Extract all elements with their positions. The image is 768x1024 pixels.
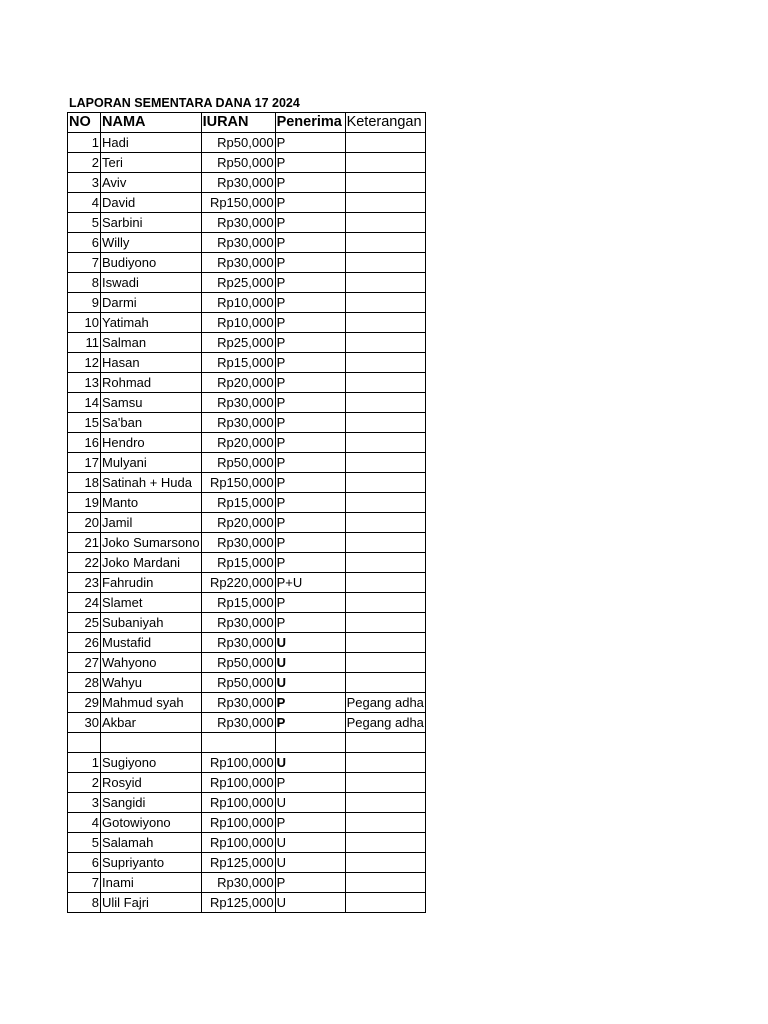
row-recipient: P [275, 493, 345, 513]
row-number: 10 [68, 313, 101, 333]
row-recipient: P [275, 713, 345, 733]
row-dues: Rp30,000 [201, 173, 275, 193]
row-name: Joko Sumarsono [101, 533, 202, 553]
row-note [345, 893, 425, 913]
table-row [68, 133, 426, 153]
table-row [68, 433, 426, 453]
row-number: 14 [68, 393, 101, 413]
row-dues: Rp30,000 [201, 413, 275, 433]
row-number: 29 [68, 693, 101, 713]
table-row [68, 593, 426, 613]
row-number: 13 [68, 373, 101, 393]
row-dues: Rp30,000 [201, 533, 275, 553]
row-recipient: U [275, 833, 345, 853]
row-note [345, 793, 425, 813]
row-number: 19 [68, 493, 101, 513]
row-recipient: P [275, 293, 345, 313]
row-number: 18 [68, 473, 101, 493]
table-row [68, 853, 426, 873]
row-note [345, 733, 425, 753]
row-number: 2 [68, 153, 101, 173]
row-note [345, 193, 425, 213]
row-dues: Rp15,000 [201, 553, 275, 573]
row-dues: Rp30,000 [201, 713, 275, 733]
row-dues: Rp125,000 [201, 893, 275, 913]
row-name: Aviv [101, 173, 202, 193]
row-note [345, 473, 425, 493]
table-row [68, 713, 426, 733]
row-recipient: P [275, 433, 345, 453]
row-note [345, 873, 425, 893]
row-number: 15 [68, 413, 101, 433]
row-note [345, 673, 425, 693]
row-name: Akbar [101, 713, 202, 733]
table-row [68, 773, 426, 793]
header-iuran: IURAN [201, 113, 275, 133]
header-penerima: Penerima [275, 113, 345, 133]
row-recipient: P [275, 553, 345, 573]
row-note [345, 693, 425, 713]
table-row [68, 693, 426, 713]
row-number: 7 [68, 253, 101, 273]
row-recipient: P [275, 313, 345, 333]
row-dues: Rp30,000 [201, 633, 275, 653]
row-recipient: P [275, 773, 345, 793]
row-name: Iswadi [101, 273, 202, 293]
row-recipient [275, 733, 345, 753]
row-number: 8 [68, 893, 101, 913]
row-name: Rohmad [101, 373, 202, 393]
row-dues: Rp15,000 [201, 593, 275, 613]
report-title: LAPORAN SEMENTARA DANA 17 2024 [69, 96, 300, 110]
row-note [345, 573, 425, 593]
row-dues: Rp50,000 [201, 133, 275, 153]
row-name: Gotowiyono [101, 813, 202, 833]
row-recipient: U [275, 653, 345, 673]
row-recipient: U [275, 673, 345, 693]
row-note [345, 133, 425, 153]
row-recipient: P+U [275, 573, 345, 593]
row-name: Ulil Fajri [101, 893, 202, 913]
row-note [345, 613, 425, 633]
row-number: 5 [68, 833, 101, 853]
row-number: 4 [68, 813, 101, 833]
row-recipient: P [275, 273, 345, 293]
row-recipient: P [275, 173, 345, 193]
row-recipient: U [275, 633, 345, 653]
table-row [68, 353, 426, 373]
table-row [68, 753, 426, 773]
row-note [345, 373, 425, 393]
table-row [68, 453, 426, 473]
row-note [345, 453, 425, 473]
row-name: Satinah + Huda [101, 473, 202, 493]
row-dues: Rp20,000 [201, 373, 275, 393]
row-name: Mustafid [101, 633, 202, 653]
row-recipient: P [275, 413, 345, 433]
row-name: Wahyu [101, 673, 202, 693]
row-note [345, 853, 425, 873]
row-dues: Rp15,000 [201, 493, 275, 513]
table-row [68, 553, 426, 573]
table-row [68, 253, 426, 273]
row-recipient: P [275, 693, 345, 713]
row-dues: Rp125,000 [201, 853, 275, 873]
row-dues: Rp50,000 [201, 673, 275, 693]
row-dues: Rp50,000 [201, 653, 275, 673]
row-number: 3 [68, 793, 101, 813]
row-dues: Rp50,000 [201, 453, 275, 473]
table-row [68, 673, 426, 693]
row-number: 25 [68, 613, 101, 633]
row-number: 28 [68, 673, 101, 693]
row-note [345, 173, 425, 193]
row-note [345, 593, 425, 613]
row-name: Sugiyono [101, 753, 202, 773]
row-number: 8 [68, 273, 101, 293]
row-number: 30 [68, 713, 101, 733]
row-number: 17 [68, 453, 101, 473]
row-number: 5 [68, 213, 101, 233]
row-note [345, 533, 425, 553]
row-note [345, 653, 425, 673]
table-row [68, 513, 426, 533]
table-row [68, 293, 426, 313]
row-dues: Rp25,000 [201, 333, 275, 353]
row-name: Sangidi [101, 793, 202, 813]
row-note [345, 153, 425, 173]
table-row [68, 473, 426, 493]
row-dues: Rp30,000 [201, 213, 275, 233]
row-dues: Rp150,000 [201, 193, 275, 213]
row-name: Hadi [101, 133, 202, 153]
row-dues [201, 733, 275, 753]
row-name: Mahmud syah [101, 693, 202, 713]
table-row [68, 573, 426, 593]
row-recipient: P [275, 593, 345, 613]
row-number: 11 [68, 333, 101, 353]
row-note [345, 433, 425, 453]
table-row [68, 873, 426, 893]
table-row [68, 733, 426, 753]
row-name: Fahrudin [101, 573, 202, 593]
row-name: Subaniyah [101, 613, 202, 633]
row-name: Willy [101, 233, 202, 253]
header-keterangan: Keterangan [345, 113, 425, 133]
row-dues: Rp25,000 [201, 273, 275, 293]
row-dues: Rp20,000 [201, 513, 275, 533]
table-row [68, 233, 426, 253]
row-note [345, 753, 425, 773]
row-dues: Rp10,000 [201, 293, 275, 313]
row-number: 16 [68, 433, 101, 453]
row-dues: Rp100,000 [201, 753, 275, 773]
row-note [345, 233, 425, 253]
row-recipient: P [275, 133, 345, 153]
row-number: 9 [68, 293, 101, 313]
row-note [345, 713, 425, 733]
row-recipient: P [275, 253, 345, 273]
row-note [345, 833, 425, 853]
row-note [345, 493, 425, 513]
header-row [68, 113, 426, 133]
row-note [345, 773, 425, 793]
table-row [68, 613, 426, 633]
row-note [345, 813, 425, 833]
row-note [345, 413, 425, 433]
row-name: Supriyanto [101, 853, 202, 873]
row-number: 1 [68, 753, 101, 773]
row-number: 23 [68, 573, 101, 593]
row-number: 4 [68, 193, 101, 213]
row-recipient: P [275, 153, 345, 173]
row-dues: Rp30,000 [201, 693, 275, 713]
row-name: Inami [101, 873, 202, 893]
row-recipient: P [275, 233, 345, 253]
row-note [345, 553, 425, 573]
table-row [68, 393, 426, 413]
row-name: David [101, 193, 202, 213]
row-note [345, 313, 425, 333]
row-recipient: P [275, 533, 345, 553]
row-dues: Rp220,000 [201, 573, 275, 593]
header-no: NO [68, 113, 101, 133]
row-dues: Rp20,000 [201, 433, 275, 453]
row-name: Teri [101, 153, 202, 173]
row-number [68, 733, 101, 753]
row-note-text: Pegang adha [346, 695, 424, 710]
row-number: 27 [68, 653, 101, 673]
row-name: Sa'ban [101, 413, 202, 433]
table-row [68, 153, 426, 173]
row-dues: Rp30,000 [201, 393, 275, 413]
row-recipient: P [275, 213, 345, 233]
row-name: Budiyono [101, 253, 202, 273]
table-row [68, 833, 426, 853]
row-note [345, 213, 425, 233]
row-recipient: P [275, 193, 345, 213]
row-note [345, 253, 425, 273]
row-recipient: P [275, 813, 345, 833]
row-number: 22 [68, 553, 101, 573]
row-note [345, 353, 425, 373]
row-number: 26 [68, 633, 101, 653]
table-row [68, 653, 426, 673]
row-note [345, 273, 425, 293]
row-name: Manto [101, 493, 202, 513]
row-name: Yatimah [101, 313, 202, 333]
row-number: 6 [68, 233, 101, 253]
table-row [68, 813, 426, 833]
row-recipient: P [275, 453, 345, 473]
row-dues: Rp50,000 [201, 153, 275, 173]
row-recipient: P [275, 513, 345, 533]
row-name: Hendro [101, 433, 202, 453]
row-name: Rosyid [101, 773, 202, 793]
row-name: Slamet [101, 593, 202, 613]
row-dues: Rp30,000 [201, 253, 275, 273]
row-note-text: Pegang adha [346, 715, 424, 730]
row-dues: Rp100,000 [201, 813, 275, 833]
row-number: 7 [68, 873, 101, 893]
row-number: 6 [68, 853, 101, 873]
row-recipient: P [275, 353, 345, 373]
row-recipient: U [275, 853, 345, 873]
row-dues: Rp10,000 [201, 313, 275, 333]
row-note [345, 633, 425, 653]
row-number: 21 [68, 533, 101, 553]
table-row [68, 493, 426, 513]
row-number: 1 [68, 133, 101, 153]
row-dues: Rp150,000 [201, 473, 275, 493]
row-name: Salamah [101, 833, 202, 853]
row-name: Salman [101, 333, 202, 353]
row-recipient: U [275, 793, 345, 813]
row-recipient: P [275, 873, 345, 893]
row-dues: Rp15,000 [201, 353, 275, 373]
row-recipient: P [275, 373, 345, 393]
table-row [68, 373, 426, 393]
row-recipient: P [275, 473, 345, 493]
row-recipient: U [275, 753, 345, 773]
row-recipient: P [275, 393, 345, 413]
table-row [68, 333, 426, 353]
table-row [68, 313, 426, 333]
table-row [68, 213, 426, 233]
table-row [68, 193, 426, 213]
row-name: Hasan [101, 353, 202, 373]
row-dues: Rp30,000 [201, 233, 275, 253]
row-note [345, 513, 425, 533]
row-name: Samsu [101, 393, 202, 413]
row-dues: Rp100,000 [201, 773, 275, 793]
table-row [68, 893, 426, 913]
table-row [68, 413, 426, 433]
row-dues: Rp100,000 [201, 833, 275, 853]
row-name: Jamil [101, 513, 202, 533]
row-note [345, 393, 425, 413]
table-row [68, 273, 426, 293]
dues-table [67, 112, 426, 913]
row-number: 24 [68, 593, 101, 613]
row-number: 20 [68, 513, 101, 533]
row-name: Joko Mardani [101, 553, 202, 573]
row-dues: Rp100,000 [201, 793, 275, 813]
row-name: Darmi [101, 293, 202, 313]
table-row [68, 793, 426, 813]
row-name [101, 733, 202, 753]
table-row [68, 533, 426, 553]
row-number: 12 [68, 353, 101, 373]
table-row [68, 173, 426, 193]
table-row [68, 633, 426, 653]
row-note [345, 293, 425, 313]
row-name: Mulyani [101, 453, 202, 473]
row-recipient: P [275, 333, 345, 353]
row-dues: Rp30,000 [201, 613, 275, 633]
row-recipient: P [275, 613, 345, 633]
row-number: 3 [68, 173, 101, 193]
row-name: Sarbini [101, 213, 202, 233]
row-recipient: U [275, 893, 345, 913]
header-nama: NAMA [101, 113, 202, 133]
row-name: Wahyono [101, 653, 202, 673]
row-note [345, 333, 425, 353]
row-dues: Rp30,000 [201, 873, 275, 893]
row-number: 2 [68, 773, 101, 793]
